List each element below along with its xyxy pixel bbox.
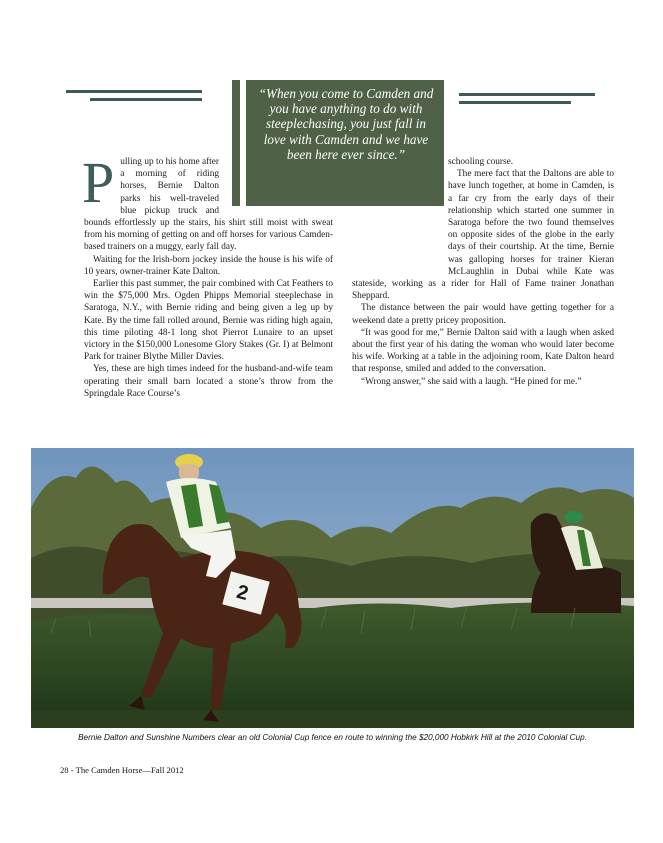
article-paragraph: Yes, these are high times indeed for the husband-and-wife team operating their small barn located a stone’s throw from the Springdale Race Course’s xyxy=(84,364,333,399)
article-paragraph: The mere fact that the Daltons are able to have lunch together, at home in Camden, is a far cry from the early days of their relationship which started one summer in Saratoga before the two found themselves on opposite sides of the globe in the early days of their courtship. At the time, Bernie was galloping horses for trainer Kieran McLaughlin in Dubai while Kate was stateside, working as a rider for Hall of Fame trainer Jonathan Sheppard. xyxy=(352,169,614,302)
hedge-fence xyxy=(31,602,634,728)
pull-quote-text: “When you come to Camden and you have anything to do with steeplechasing, you just fall in love with Camden and we have been here ever since.” xyxy=(258,86,434,162)
article-column-right xyxy=(352,156,614,388)
saddle-cloth-number: 2 xyxy=(234,581,251,606)
decorative-rule-left-bottom xyxy=(90,98,202,101)
article-paragraph: “It was good for me,” Bernie Dalton said with a laugh when asked about the first year of his dating the woman who would later become his wife. Working at a table in the adjoining room, Kate Dalton heard that response, smiled and added to the conversation. xyxy=(352,327,614,375)
race-photo xyxy=(31,448,634,728)
decorative-rule-right-bottom xyxy=(459,101,571,104)
article-paragraph: schooling course. xyxy=(448,157,514,167)
decorative-rule-right-top xyxy=(459,93,595,96)
article-column-left xyxy=(82,150,333,400)
pull-quote-wrap-space xyxy=(219,156,333,212)
article-paragraph: “Wrong answer,” she said with a laugh. “He pined for me.” xyxy=(361,376,582,387)
article-paragraph: ulling up to his home after a morning of riding horses, Bernie Dalton parks his well-traveled blue pickup truck and bounds effortlessly up the stairs, his shirt still moist with sweat from his morning of getting on and off horses for various Camden-based trainers on a muggy, early fall day. xyxy=(84,157,333,253)
pull-quote-wrap-space xyxy=(352,156,448,274)
article-paragraph: The distance between the pair would have getting together for a weekend date a pretty pricey proposition. xyxy=(352,303,614,326)
page-footer: 28 - The Camden Horse—Fall 2012 xyxy=(60,765,184,775)
fence-base xyxy=(31,710,634,728)
decorative-rule-left-top xyxy=(66,90,202,93)
article-paragraph: Earlier this past summer, the pair combined with Cat Feathers to win the $75,000 Mrs. Ogden Phipps Memorial steeplechase in Saratoga, N.Y., with Bernie riding and being given a leg up by Kate. By the time fall rolled around, Bernie was riding high again, this time piloting 48-1 long shot Pierrot Lunaire to an upset victory in the $150,000 Lonesome Glory Stakes (Gr. I) at Belmont Park for trainer Blythe Miller Davies. xyxy=(84,279,333,363)
article-paragraph: Waiting for the Irish-born jockey inside the house is his wife of 10 years, owner-trainer Kate Dalton. xyxy=(84,254,333,277)
drop-cap: P xyxy=(82,150,115,215)
photo-caption: Bernie Dalton and Sunshine Numbers clear an old Colonial Cup fence en route to winning the $20,000 Hobkirk Hill at the 2010 Colonial Cup. xyxy=(78,733,587,742)
